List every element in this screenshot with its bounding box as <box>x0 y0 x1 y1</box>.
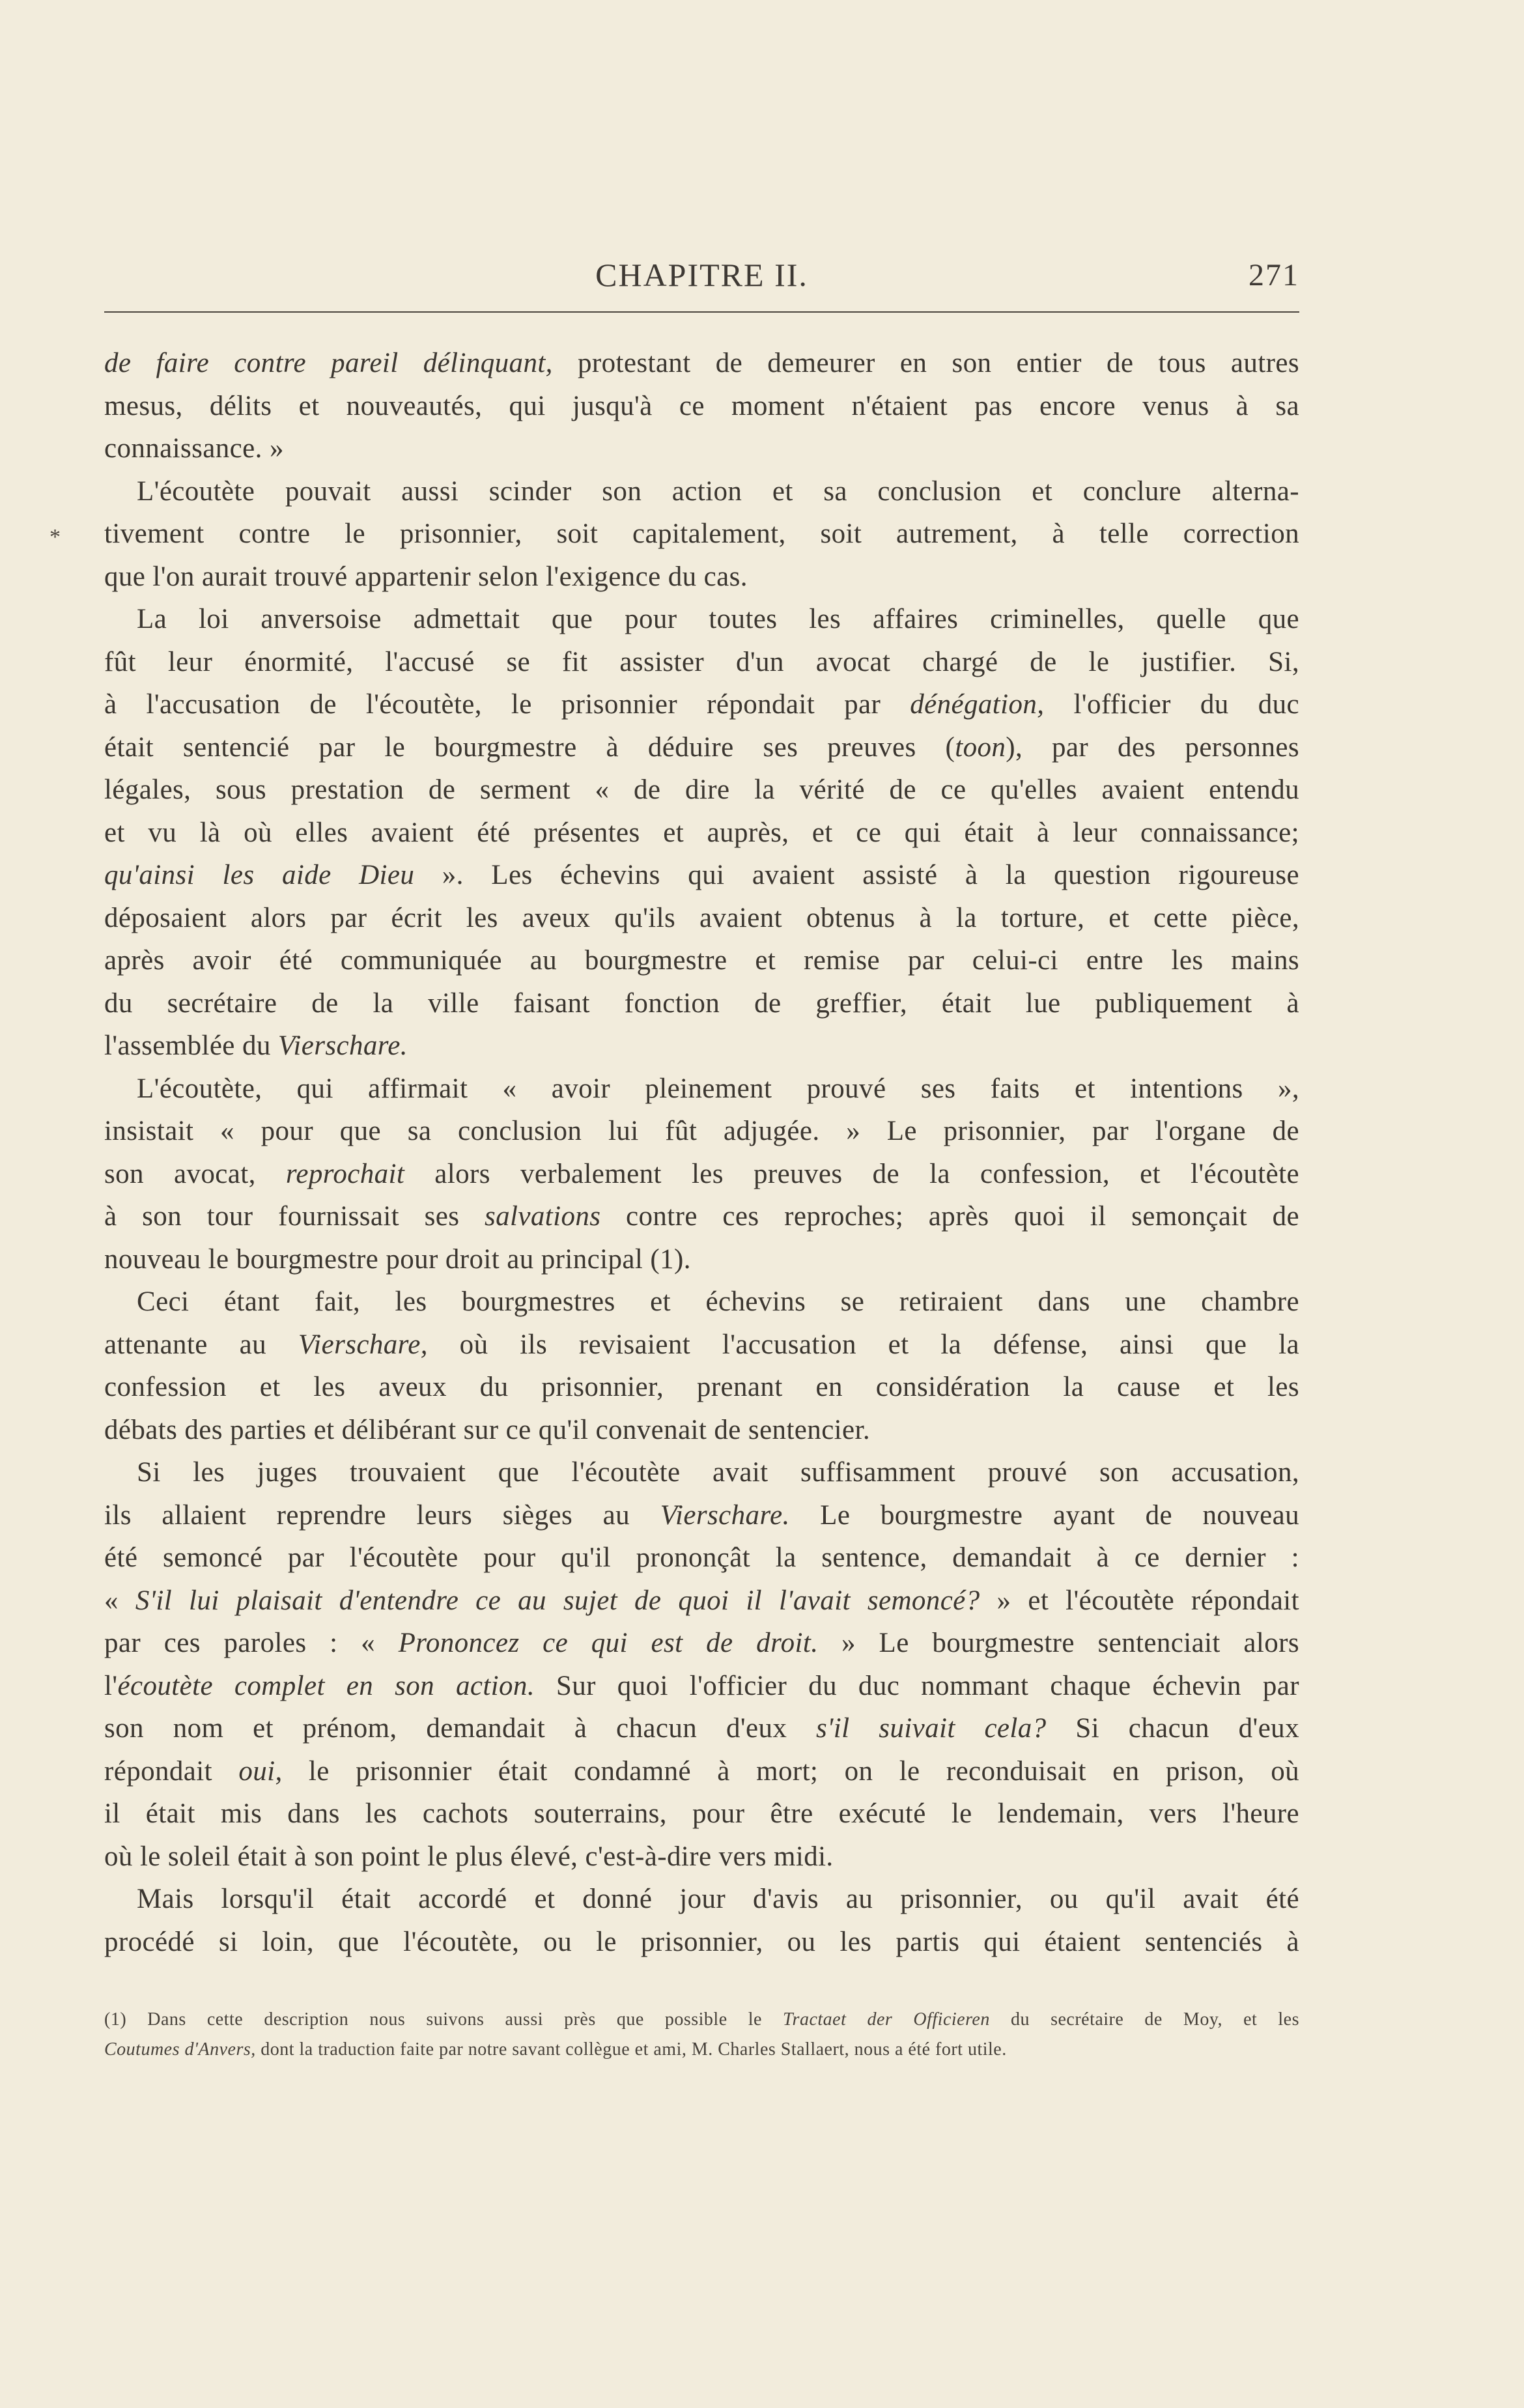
text-line <box>104 683 1299 726</box>
text-segment: à l'accusation de l'écoutète, le prisonnier répondait par <box>104 689 910 720</box>
text-line <box>104 1110 1299 1153</box>
text-line <box>104 1068 1299 1111</box>
italic-text: toon <box>955 731 1006 763</box>
text-segment: Le bourgmestre ayant de nouveau <box>789 1499 1299 1531</box>
running-head <box>104 251 1299 303</box>
text-segment: par ces paroles : « <box>104 1628 399 1658</box>
text-segment: ils allaient reprendre leurs sièges au <box>104 1499 660 1531</box>
text-segment: du secrétaire de Moy, et les <box>989 2009 1300 2030</box>
italic-text: écoutète complet en son action. <box>117 1670 535 1701</box>
text-line <box>104 1750 1299 1793</box>
text-segment: où ils revisaient l'accusation et la défense, ainsi que la <box>427 1329 1300 1360</box>
text-line <box>104 1238 1299 1281</box>
text-segment: où le soleil était à son point le plus élevé, c'est-à-dire vers midi. <box>104 1841 834 1872</box>
text-line <box>104 1792 1299 1835</box>
text-line <box>104 1025 1299 1068</box>
text-line <box>104 1153 1299 1196</box>
text-line <box>104 556 1299 599</box>
italic-text: Prononcez ce qui est de droit. <box>398 1628 819 1658</box>
text-segment: déposaient alors par écrit les aveux qu'ils avaient obtenus à la torture, et cette pièce, <box>104 902 1299 933</box>
italic-text: salvations <box>484 1201 601 1232</box>
text-segment: son avocat, <box>104 1158 286 1189</box>
text-segment: après avoir été communiquée au bourgmestre et remise par celui-ci entre les mains <box>104 945 1299 976</box>
text-line <box>104 513 1299 556</box>
text-line <box>104 726 1299 769</box>
page-number: 271 <box>1249 258 1299 292</box>
text-line <box>104 1451 1299 1494</box>
text-segment: Sur quoi l'officier du duc nommant chaque échevin par <box>534 1670 1299 1701</box>
text-segment: du secrétaire de la ville faisant fonction de greffier, était lue publiquement à <box>104 987 1299 1019</box>
text-line <box>104 1921 1299 1964</box>
italic-text: Vierschare, <box>298 1329 428 1360</box>
text-segment: répondait <box>104 1755 239 1787</box>
text-segment: confession et les aveux du prisonnier, prenant en considération la cause et les <box>104 1372 1299 1402</box>
text-segment: Si chacun d'eux <box>1046 1713 1299 1744</box>
text-segment: » Le bourgmestre sentenciait alors <box>818 1628 1299 1658</box>
text-line <box>104 1494 1299 1537</box>
text-segment: et vu là où elles avaient été présentes et auprès, et ce qui était à leur connaissance; <box>104 817 1299 848</box>
text-segment: fût leur énormité, l'accusé se fit assister d'un avocat chargé de le justifier. Si, <box>104 646 1299 677</box>
italic-text: reprochait <box>285 1158 405 1189</box>
text-line <box>104 342 1299 385</box>
text-segment: l'assemblée du <box>104 1030 278 1061</box>
text-line <box>104 1324 1299 1367</box>
footnotes <box>104 2005 1299 2065</box>
text-segment: L'écoutète pouvait aussi scinder son action et sa conclusion et conclure alterna- <box>137 475 1299 507</box>
chapter-title: CHAPITRE II. <box>595 257 808 293</box>
text-segment: procédé si loin, que l'écoutète, ou le prisonnier, ou les partis qui étaient sentenciés à <box>104 1926 1299 1957</box>
text-segment: L'écoutète, qui affirmait « avoir pleinement prouvé ses faits et intentions », <box>137 1073 1299 1104</box>
text-segment: que l'on aurait trouvé appartenir selon l'exigence du cas. <box>104 561 748 592</box>
text-line <box>104 1622 1299 1665</box>
text-segment: le prisonnier était condamné à mort; on le reconduisait en prison, où <box>282 1755 1299 1787</box>
text-segment: « <box>104 1585 135 1616</box>
text-segment: légales, sous prestation de serment « de dire la vérité de ce qu'elles avaient entendu <box>104 774 1299 805</box>
text-line <box>104 1195 1299 1238</box>
italic-text: Vierschare. <box>277 1030 408 1061</box>
text-line <box>104 1537 1299 1579</box>
text-segment: mesus, délits et nouveautés, qui jusqu'à ce moment n'étaient pas encore venus à sa <box>104 390 1299 421</box>
text-line <box>104 812 1299 855</box>
text-segment: il était mis dans les cachots souterrains, pour être exécuté le lendemain, vers l'heure <box>104 1798 1299 1829</box>
text-segment: La loi anversoise admettait que pour toutes les affaires criminelles, quelle que <box>137 604 1299 634</box>
text-line <box>104 1665 1299 1708</box>
text-line <box>104 385 1299 428</box>
text-segment: son nom et prénom, demandait à chacun d'eux <box>104 1713 817 1744</box>
text-line <box>104 897 1299 940</box>
italic-text: Coutumes d'Anvers, <box>104 2039 256 2060</box>
text-segment: était sentencié par le bourgmestre à déduire ses preuves ( <box>104 731 955 763</box>
text-segment: ), par des personnes <box>1006 731 1299 763</box>
header-rule <box>104 311 1299 313</box>
text-segment: Mais lorsqu'il était accordé et donné jour d'avis au prisonnier, ou qu'il avait été <box>137 1884 1299 1914</box>
text-segment: été semoncé par l'écoutète pour qu'il prononçât la sentence, demandait à ce dernier : <box>104 1542 1299 1573</box>
italic-text: dénégation, <box>910 689 1045 720</box>
text-line <box>104 1281 1299 1324</box>
text-segment: contre ces reproches; après quoi il semonçait de <box>600 1201 1299 1232</box>
text-segment: à son tour fournissait ses <box>104 1201 485 1232</box>
text-segment: dont la traduction faite par notre savant collègue et ami, M. Charles Stallaert, nous a été fort utile. <box>255 2039 1007 2060</box>
italic-text: S'il lui plaisait d'entendre ce au sujet de quoi il l'avait semoncé? <box>135 1585 980 1616</box>
text-line <box>104 470 1299 513</box>
italic-text: Tractaet der Officieren <box>783 2009 990 2030</box>
text-line <box>104 1579 1299 1622</box>
text-segment: tivement contre le prisonnier, soit capitalement, soit autrement, à telle correction <box>104 518 1299 549</box>
text-segment: connaissance. » <box>104 433 284 464</box>
text-line <box>104 854 1299 897</box>
text-segment: débats des parties et délibérant sur ce qu'il convenait de sentencier. <box>104 1414 871 1445</box>
text-segment: protestant de demeurer en son entier de tous autres <box>552 348 1299 378</box>
body-text <box>104 342 1299 1963</box>
text-segment: (1) Dans cette description nous suivons aussi près que possible le <box>104 2009 783 2030</box>
text-line <box>104 769 1299 812</box>
text-segment: alors verbalement les preuves de la confession, et l'écoutète <box>404 1158 1299 1189</box>
italic-text: de faire contre pareil délinquant, <box>104 348 553 378</box>
text-line <box>104 598 1299 641</box>
text-line <box>104 1409 1299 1452</box>
text-line <box>104 939 1299 982</box>
text-segment: » et l'écoutète répondait <box>980 1585 1300 1616</box>
italic-text: oui, <box>238 1755 283 1787</box>
text-segment: nouveau le bourgmestre pour droit au principal (1). <box>104 1243 691 1275</box>
text-segment: l'officier du duc <box>1044 689 1299 720</box>
text-line <box>104 982 1299 1025</box>
footnote-line <box>104 2035 1299 2065</box>
text-line <box>104 427 1299 470</box>
margin-mark: * <box>49 525 61 549</box>
text-line <box>104 1878 1299 1921</box>
text-segment: insistait « pour que sa conclusion lui fût adjugée. » Le prisonnier, par l'organe de <box>104 1116 1299 1146</box>
text-line <box>104 641 1299 684</box>
text-segment: Si les juges trouvaient que l'écoutète avait suffisamment prouvé son accusation, <box>137 1457 1299 1488</box>
text-segment: Ceci étant fait, les bourgmestres et échevins se retiraient dans une chambre <box>137 1286 1299 1317</box>
italic-text: Vierschare. <box>660 1499 790 1531</box>
italic-text: s'il suivait cela? <box>816 1713 1047 1744</box>
text-segment: attenante au <box>104 1329 298 1360</box>
text-line <box>104 1366 1299 1409</box>
text-line <box>104 1835 1299 1878</box>
text-segment: l' <box>104 1670 118 1701</box>
text-segment: ». Les échevins qui avaient assisté à la question rigoureuse <box>414 860 1300 890</box>
text-line <box>104 1707 1299 1750</box>
italic-text: qu'ainsi les aide Dieu <box>104 860 415 890</box>
footnote-line <box>104 2005 1299 2035</box>
